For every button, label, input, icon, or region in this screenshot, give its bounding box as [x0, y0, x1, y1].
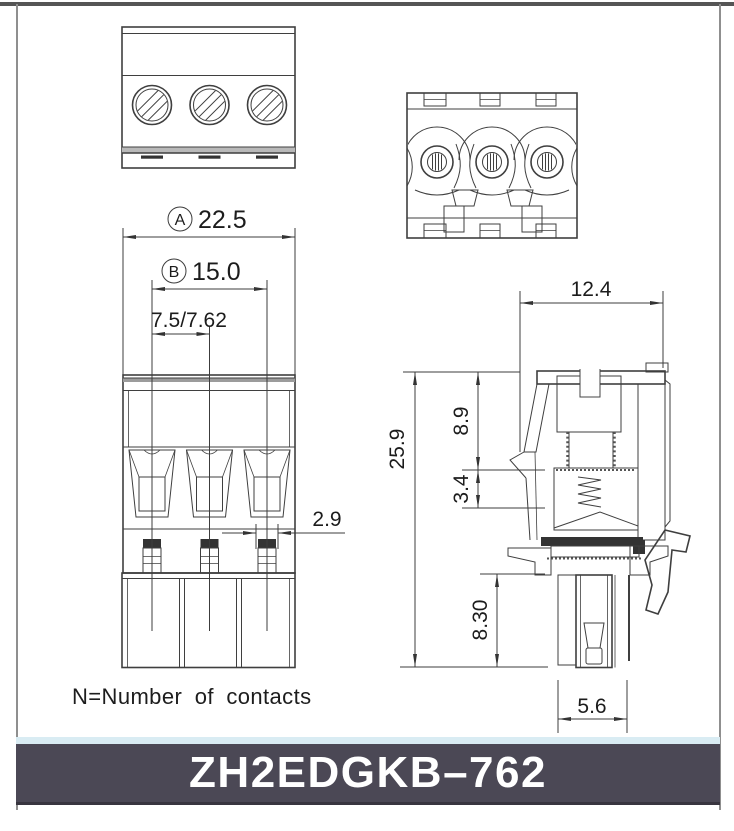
dim-value-3-4: 3.4 — [450, 474, 473, 504]
front-view — [122, 228, 295, 668]
mark-dash — [141, 156, 163, 159]
contact-screw-icon — [531, 146, 563, 178]
dim-value-15-0: 15.0 — [192, 258, 241, 286]
dim-value-8-30: 8.30 — [469, 599, 492, 641]
dimension-pitch — [151, 309, 227, 334]
dim-value-22-5: 22.5 — [198, 206, 247, 234]
dim-value-12-4: 12.4 — [570, 278, 612, 301]
dim-value-2-9: 2.9 — [312, 508, 342, 531]
dim-value-25-9: 25.9 — [386, 428, 409, 470]
dimension-pin-length — [469, 574, 545, 667]
release-lever — [645, 530, 690, 614]
contact-screw-icon — [476, 146, 508, 178]
model-number: ZH2EDGKB–762 — [189, 748, 547, 797]
dimension-overall-width — [123, 206, 295, 237]
model-banner — [16, 744, 720, 805]
section-view — [508, 363, 690, 668]
screw-icon — [189, 85, 231, 127]
contacts-note: N=Number of contacts — [72, 684, 312, 709]
dimension-pin-base-width — [558, 680, 627, 733]
dim-value-5-6: 5.6 — [577, 695, 607, 718]
scallops — [404, 127, 580, 195]
dim-value-8-9: 8.9 — [450, 406, 473, 436]
top-view — [122, 27, 295, 168]
contact-screw-icon — [421, 146, 453, 178]
dim-value-pitch: 7.5/7.62 — [151, 309, 227, 332]
screw-icon — [132, 85, 174, 127]
screw-icon — [247, 85, 289, 127]
dimension-screw-section — [450, 372, 545, 470]
plug-view — [404, 93, 580, 238]
dimension-clamp-section — [450, 470, 545, 508]
socket-base — [122, 573, 295, 668]
dim-ref-B: B — [168, 264, 180, 281]
top-tabs — [424, 93, 556, 106]
dimension-inner-width — [152, 258, 267, 289]
spring-coil — [578, 477, 601, 507]
dim-ref-A: A — [174, 212, 186, 229]
accent-strip — [16, 737, 720, 744]
